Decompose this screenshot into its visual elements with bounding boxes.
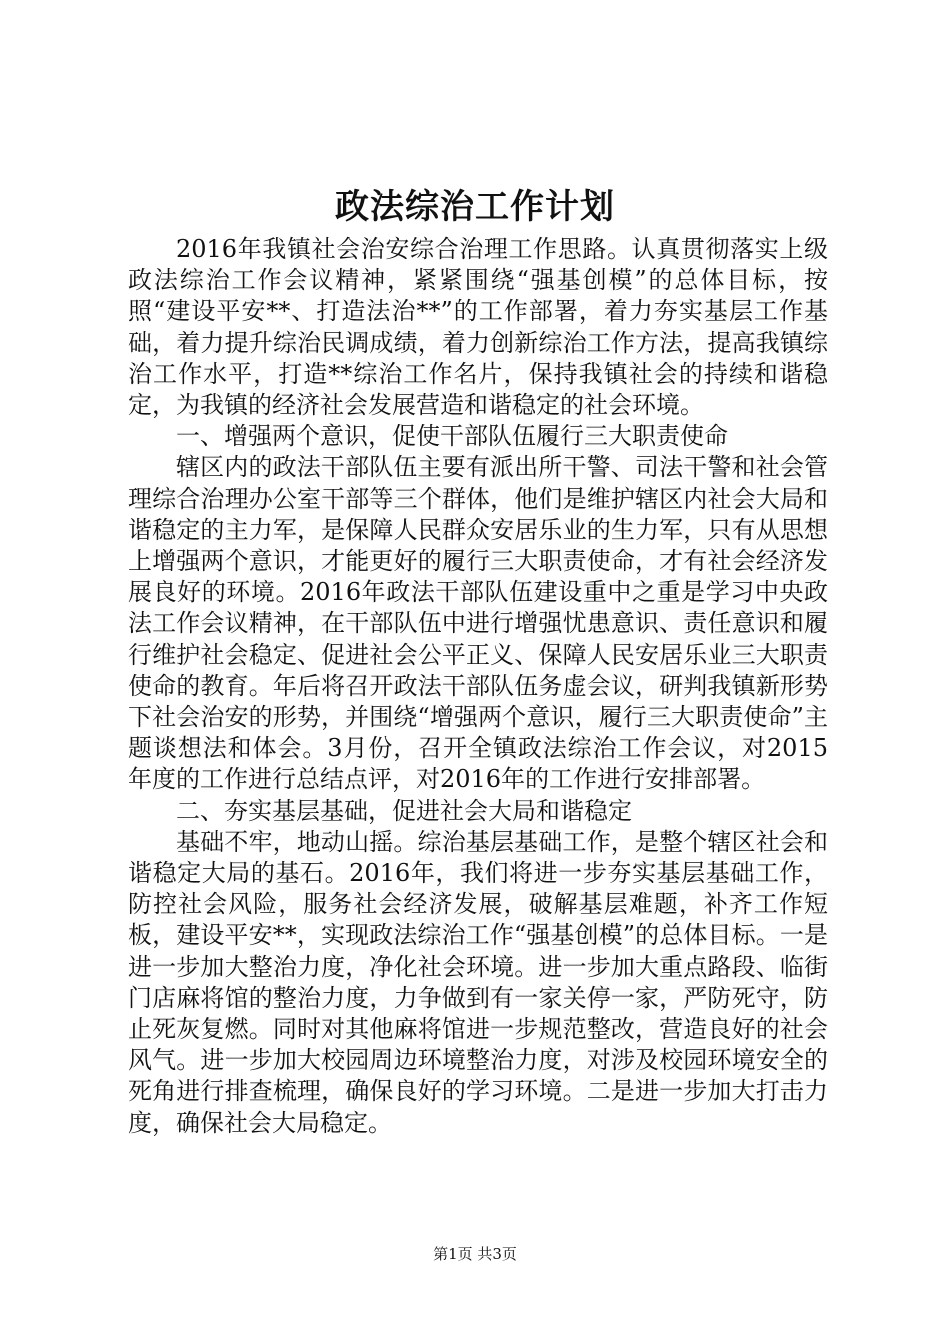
document-title: 政法综治工作计划	[335, 187, 615, 227]
page-number-footer: 第1页 共3页	[433, 1245, 517, 1263]
paragraph-section-1: 辖区内的政法干部队伍主要有派出所干警、司法干警和社会管理综合治理办公室干部等三个群体，他们是维护辖区内社会大局和谐稳定的主力军，是保障人民群众安居乐业的生力军，只有从思想上增强两个意识，才能更好的履行三大职责使命，才有社会经济发展良好的环境。2016年政法干部队伍建设重中之重是学习中央政法工作会议精神，在干部队伍中进行增强忧患意识、责任意识和履行维护社会稳定、促进社会公平正义、保障人民安居乐业三大职责使命的教育。年后将召开政法干部队伍务虚会议，研判我镇新形势下社会治安的形势，并围绕“增强两个意识，履行三大职责使命”主题谈想法和体会。3月份，召开全镇政法综治工作会议，对2015年度的工作进行总结点评，对2016年的工作进行安排部署。	[128, 453, 828, 794]
section-heading-1: 一、增强两个意识，促使干部队伍履行三大职责使命	[176, 422, 728, 451]
paragraph-intro: 2016年我镇社会治安综合治理工作思路。认真贯彻落实上级政法综治工作会议精神，紧紧围绕“强基创模”的总体目标，按照“建设平安**、打造法治**”的工作部署，着力夯实基层工作基础，着力提升综治民调成绩，着力创新综治工作方法，提高我镇综治工作水平，打造**综治工作名片，保持我镇社会的持续和谐稳定，为我镇的经济社会发展营造和谐稳定的社会环境。	[128, 235, 828, 420]
section-heading-2: 二、夯实基层基础，促进社会大局和谐稳定	[176, 796, 632, 825]
document-body	[128, 234, 828, 1139]
paragraph-section-2: 基础不牢，地动山摇。综治基层基础工作，是整个辖区社会和谐稳定大局的基石。2016年，我们将进一步夯实基层基础工作，防控社会风险，服务社会经济发展，破解基层难题，补齐工作短板，建设平安**，实现政法综治工作“强基创模”的总体目标。一是进一步加大整治力度，净化社会环境。进一步加大重点路段、临街门店麻将馆的整治力度，力争做到有一家关停一家，严防死守，防止死灰复燃。同时对其他麻将馆进一步规范整改，营造良好的社会风气。进一步加大校园周边环境整治力度，对涉及校园环境安全的死角进行排查梳理，确保良好的学习环境。二是进一步加大打击力度，确保社会大局稳定。	[128, 827, 828, 1137]
